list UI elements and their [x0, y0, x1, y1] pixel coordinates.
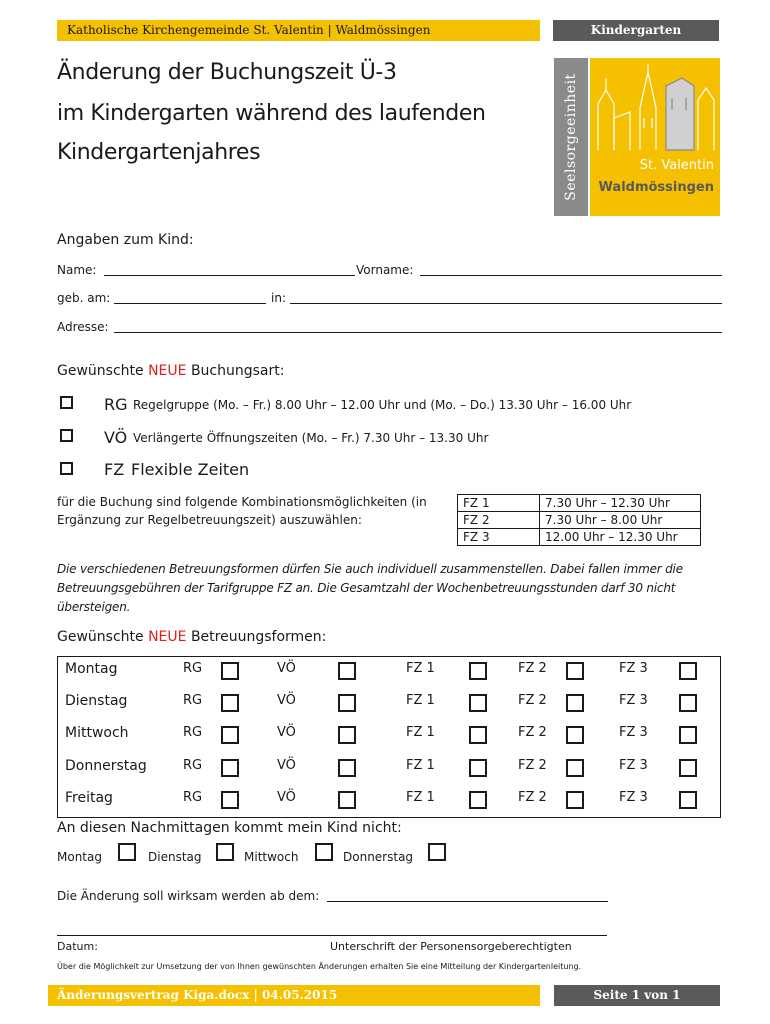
fz-value: 7.30 Uhr – 8.00 Uhr: [540, 512, 701, 529]
freitag-vo-checkbox[interactable]: [338, 791, 356, 809]
address-field[interactable]: [114, 332, 722, 333]
date-label: Datum:: [57, 940, 98, 953]
montag-fz1-checkbox[interactable]: [469, 662, 487, 680]
care-row-freitag: [58, 786, 720, 818]
booking-heading-pre: Gewünschte: [57, 363, 149, 379]
afternoon-donnerstag-checkbox[interactable]: [428, 843, 446, 861]
birthplace-field[interactable]: [290, 303, 722, 304]
firstname-label: Vorname:: [356, 263, 414, 277]
mittwoch-rg-checkbox[interactable]: [221, 726, 239, 744]
signature-line[interactable]: [57, 935, 607, 936]
logo-side-text: Seelsorgeeinheit: [563, 73, 579, 201]
mittwoch-fz2-checkbox[interactable]: [566, 726, 584, 744]
fz-key: FZ 1: [458, 495, 540, 512]
effective-date-field[interactable]: [327, 901, 608, 902]
montag-fz3-checkbox[interactable]: [679, 662, 697, 680]
day-label: Montag: [65, 661, 118, 677]
title-line-1: Änderung der Buchungszeit Ü-3: [57, 60, 397, 85]
dienstag-fz1-checkbox[interactable]: [469, 694, 487, 712]
care-week-table: [57, 656, 721, 818]
donnerstag-fz3-checkbox[interactable]: [679, 759, 697, 777]
firstname-field[interactable]: [420, 275, 722, 276]
col-fz3: FZ 3: [619, 693, 648, 708]
mittwoch-fz1-checkbox[interactable]: [469, 726, 487, 744]
booking-heading: [57, 363, 284, 379]
donnerstag-rg-checkbox[interactable]: [221, 759, 239, 777]
freitag-fz3-checkbox[interactable]: [679, 791, 697, 809]
logo-side-strip: [554, 58, 588, 216]
combination-note: Die verschiedenen Betreuungsformen dürfen Sie auch individuell zusammenstellen. Dabei fallen immer die Betreuungsgebühren der Tarifgruppe FZ an. Die Gesamtzahl der Wochenbetreuungsstunden darf 30 nicht übersteigen.: [57, 562, 683, 614]
col-vo: VÖ: [277, 725, 296, 740]
freitag-fz1-checkbox[interactable]: [469, 791, 487, 809]
option-vo-checkbox[interactable]: [60, 429, 73, 442]
fz-row: [458, 495, 701, 512]
montag-vo-checkbox[interactable]: [338, 662, 356, 680]
donnerstag-vo-checkbox[interactable]: [338, 759, 356, 777]
title-line-2: im Kindergarten während des laufenden: [57, 101, 486, 126]
booking-heading-post: Buchungsart:: [186, 363, 285, 379]
effective-date-label: Die Änderung soll wirksam werden ab dem:: [57, 889, 320, 903]
freitag-rg-checkbox[interactable]: [221, 791, 239, 809]
footer-doc: Änderungsvertrag Kiga.docx | 04.05.2015: [57, 988, 338, 1002]
col-fz1: FZ 1: [406, 725, 435, 740]
title-line-3: Kindergartenjahres: [57, 140, 261, 165]
col-rg: RG: [183, 693, 203, 708]
dienstag-fz2-checkbox[interactable]: [566, 694, 584, 712]
donnerstag-fz1-checkbox[interactable]: [469, 759, 487, 777]
donnerstag-fz2-checkbox[interactable]: [566, 759, 584, 777]
signature-label: Unterschrift der Personensorgeberechtigten: [330, 940, 572, 953]
montag-rg-checkbox[interactable]: [221, 662, 239, 680]
mittwoch-vo-checkbox[interactable]: [338, 726, 356, 744]
option-vo-desc: Verlängerte Öffnungszeiten (Mo. – Fr.) 7.30 Uhr – 13.30 Uhr: [133, 431, 489, 445]
info-note: Über die Möglichkeit zur Umsetzung der von Ihnen gewünschten Änderungen erhalten Sie eine Mitteilung der Kindergartenleitung.: [57, 962, 582, 971]
col-fz3: FZ 3: [619, 758, 648, 773]
col-rg: RG: [183, 790, 203, 805]
col-rg: RG: [183, 725, 203, 740]
care-row-mittwoch: [58, 721, 720, 753]
afternoon-day-label: Dienstag: [148, 850, 202, 864]
afternoon-dienstag-checkbox[interactable]: [216, 843, 234, 861]
col-fz1: FZ 1: [406, 790, 435, 805]
afternoon-mittwoch-checkbox[interactable]: [315, 843, 333, 861]
care-heading: [57, 629, 326, 645]
col-vo: VÖ: [277, 693, 296, 708]
birthdate-label: geb. am:: [57, 291, 111, 305]
col-fz2: FZ 2: [518, 758, 547, 773]
fz-row: [458, 529, 701, 546]
footer-page-tab: [554, 985, 720, 1006]
birthdate-field[interactable]: [114, 303, 266, 304]
footer-page: Seite 1 von 1: [593, 988, 681, 1002]
care-heading-pre: Gewünschte: [57, 629, 149, 645]
care-row-donnerstag: [58, 754, 720, 786]
footer-bar: [48, 985, 540, 1006]
option-rg-checkbox[interactable]: [60, 396, 73, 409]
option-fz-desc: Flexible Zeiten: [131, 460, 250, 479]
col-vo: VÖ: [277, 790, 296, 805]
parish-name: Katholische Kirchengemeinde St. Valentin | Waldmössingen: [67, 23, 431, 37]
day-label: Freitag: [65, 790, 113, 806]
col-fz2: FZ 2: [518, 693, 547, 708]
mittwoch-fz3-checkbox[interactable]: [679, 726, 697, 744]
montag-fz2-checkbox[interactable]: [566, 662, 584, 680]
col-fz3: FZ 3: [619, 661, 648, 676]
afternoon-day-label: Donnerstag: [343, 850, 414, 864]
day-label: Dienstag: [65, 693, 128, 709]
logo-line-2: Waldmössingen: [598, 180, 714, 195]
dienstag-fz3-checkbox[interactable]: [679, 694, 697, 712]
care-heading-post: Betreuungsformen:: [186, 629, 327, 645]
col-fz2: FZ 2: [518, 725, 547, 740]
option-rg-desc: Regelgruppe (Mo. – Fr.) 8.00 Uhr – 12.00 Uhr und (Mo. – Do.) 13.30 Uhr – 16.00 Uhr: [133, 398, 632, 412]
fz-value: 12.00 Uhr – 12.30 Uhr: [540, 529, 701, 546]
afternoon-heading: An diesen Nachmittagen kommt mein Kind nicht:: [57, 820, 402, 836]
col-fz2: FZ 2: [518, 790, 547, 805]
option-rg-code: RG: [104, 395, 128, 414]
col-fz2: FZ 2: [518, 661, 547, 676]
afternoon-montag-checkbox[interactable]: [118, 843, 136, 861]
dienstag-vo-checkbox[interactable]: [338, 694, 356, 712]
option-vo-code: VÖ: [104, 428, 128, 447]
fz-row: [458, 512, 701, 529]
col-fz1: FZ 1: [406, 693, 435, 708]
logo: [590, 58, 720, 216]
day-label: Donnerstag: [65, 758, 147, 774]
name-label: Name:: [57, 263, 97, 277]
col-fz1: FZ 1: [406, 661, 435, 676]
birthplace-label: in:: [271, 291, 286, 305]
name-field[interactable]: [104, 275, 355, 276]
fz-value: 7.30 Uhr – 12.30 Uhr: [540, 495, 701, 512]
day-label: Mittwoch: [65, 725, 129, 741]
section-label: Kindergarten: [590, 23, 682, 37]
afternoon-day-label: Mittwoch: [244, 850, 299, 864]
child-heading: Angaben zum Kind:: [57, 232, 194, 248]
option-fz-code: FZ: [104, 460, 125, 479]
combination-text: für die Buchung sind folgende Kombinationsmöglichkeiten (in Ergänzung zur Regelbetreuungszeit) auszuwählen:: [57, 495, 427, 527]
col-fz1: FZ 1: [406, 758, 435, 773]
option-fz-checkbox[interactable]: [60, 462, 73, 475]
col-rg: RG: [183, 758, 203, 773]
booking-heading-neue: NEUE: [148, 363, 187, 379]
address-label: Adresse:: [57, 320, 109, 334]
fz-key: FZ 3: [458, 529, 540, 546]
fz-key: FZ 2: [458, 512, 540, 529]
col-vo: VÖ: [277, 758, 296, 773]
afternoon-day-label: Montag: [57, 850, 102, 864]
freitag-fz2-checkbox[interactable]: [566, 791, 584, 809]
care-row-dienstag: [58, 689, 720, 721]
care-heading-neue: NEUE: [148, 629, 187, 645]
section-tab: [553, 20, 719, 41]
col-vo: VÖ: [277, 661, 296, 676]
fz-table: [457, 494, 701, 546]
header-bar: [57, 20, 540, 41]
col-fz3: FZ 3: [619, 725, 648, 740]
dienstag-rg-checkbox[interactable]: [221, 694, 239, 712]
logo-line-1: St. Valentin: [639, 158, 714, 173]
care-row-montag: [58, 657, 720, 689]
col-fz3: FZ 3: [619, 790, 648, 805]
col-rg: RG: [183, 661, 203, 676]
